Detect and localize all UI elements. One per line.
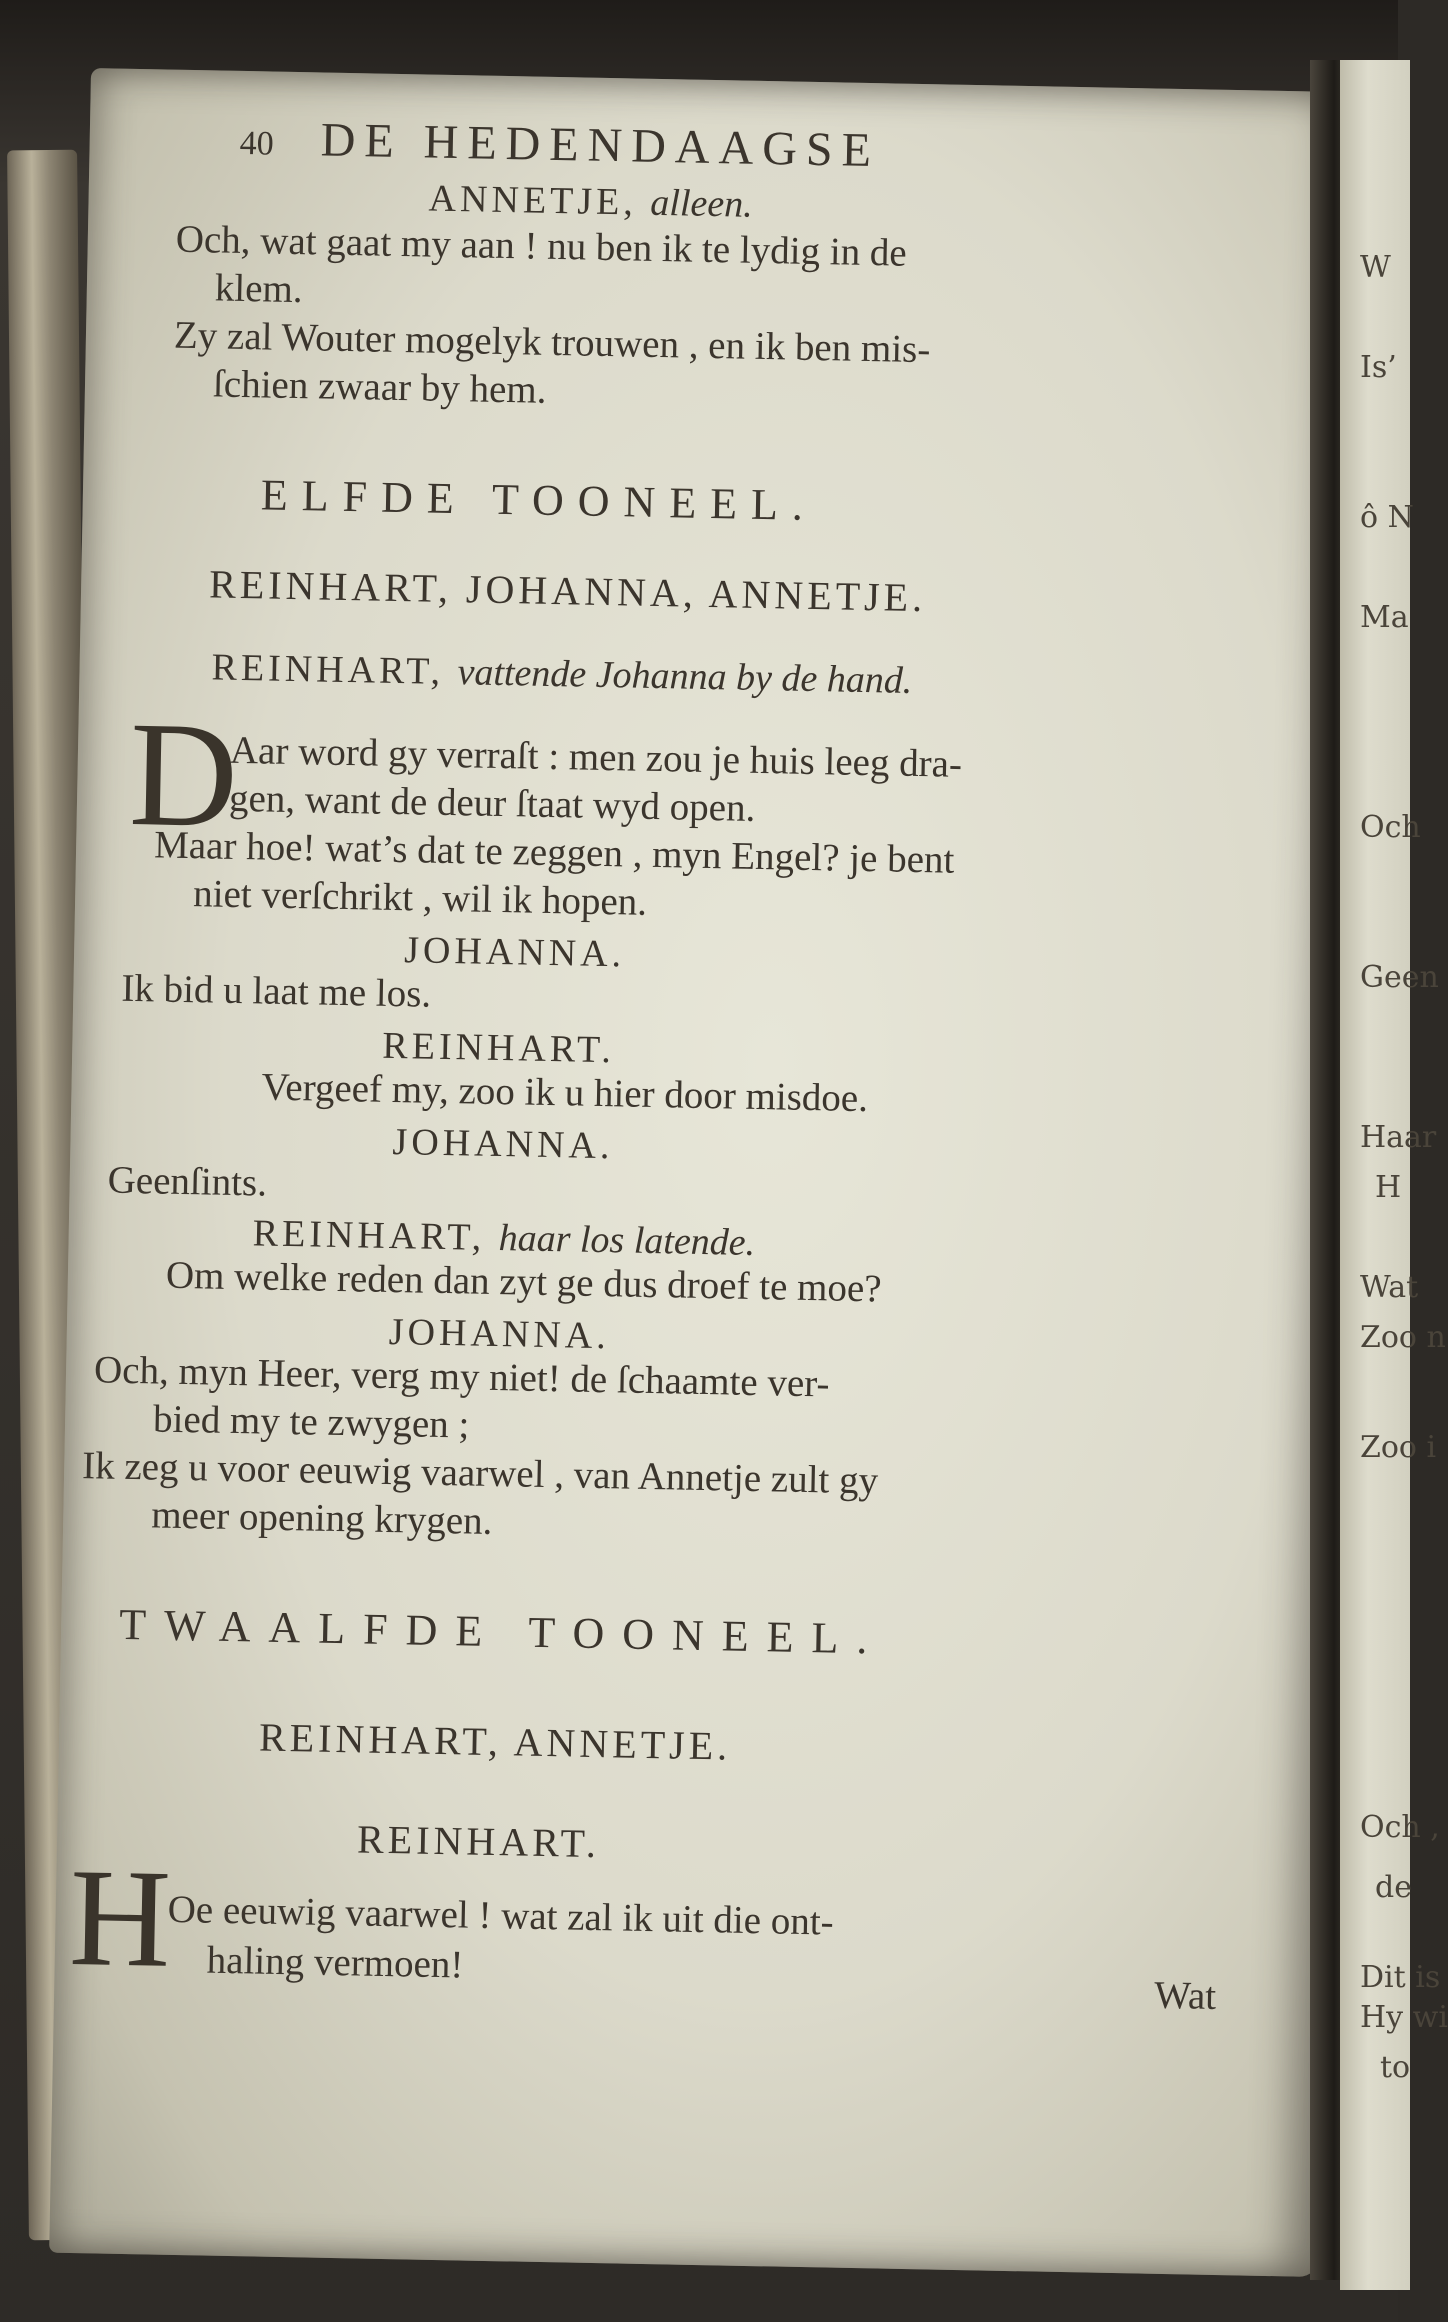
speaker-johanna: JOHANNA.	[392, 1120, 614, 1168]
speaker-reinhart: REINHART, vattende Johanna by de hand.	[211, 646, 913, 702]
speaker-reinhart: REINHART, haar los latende.	[252, 1212, 756, 1264]
speaker-johanna: JOHANNA.	[388, 1310, 611, 1358]
speaker-annetje: ANNETJE, alleen.	[428, 177, 754, 226]
page-number: 40	[239, 124, 275, 163]
verse-line: niet verſchrikt , wil ik hopen.	[192, 872, 648, 924]
page-text	[49, 68, 1361, 2277]
book-page	[49, 68, 1361, 2277]
verse-line: Om welke reden dan zyt ge dus droef te moe?	[165, 1253, 883, 1311]
verse-line: Och, myn Heer, verg my niet! de ſchaamte ver-	[93, 1348, 830, 1406]
cast-list-12: REINHART, ANNETJE.	[258, 1714, 732, 1769]
verse-line: Aar word gy verraſt : men zou je huis leeg dra-	[229, 728, 963, 786]
speaker-reinhart: REINHART.	[381, 1024, 616, 1072]
cast-list-11: REINHART, JOHANNA, ANNETJE.	[208, 561, 927, 621]
running-header	[239, 111, 880, 178]
facing-fragment: Haar	[1360, 1120, 1437, 1155]
facing-fragment: Wat	[1360, 1270, 1419, 1305]
scene-heading-11: ELFDE TOONEEL.	[260, 470, 818, 531]
verse-line: Ik bid u laat me los.	[121, 966, 432, 1016]
facing-fragment: Dit is	[1360, 1960, 1441, 1995]
running-title: DE HEDENDAAGSE	[320, 113, 881, 178]
facing-fragment: ô N	[1360, 500, 1414, 535]
facing-fragment: Zoo i	[1360, 1430, 1437, 1465]
catchword: Wat	[1153, 1973, 1217, 2018]
scene-heading-12: TWAALFDE TOONEEL.	[118, 1599, 886, 1664]
facing-fragment: Ma	[1360, 600, 1409, 635]
verse-line: ſchien zwaar by hem.	[212, 362, 547, 412]
facing-fragment: Hy wi	[1360, 2000, 1448, 2035]
drop-capital-h: H	[68, 1839, 173, 1997]
verse-line: gen, want de deur ſtaat wyd open.	[228, 776, 756, 830]
verse-line: Vergeef my, zoo ik u hier door misdoe.	[261, 1065, 869, 1121]
facing-page-edge	[1340, 60, 1448, 2290]
facing-fragment: Geen	[1360, 960, 1439, 995]
facing-fragment: to	[1380, 2050, 1411, 2085]
facing-fragment: de	[1375, 1870, 1412, 1905]
verse-line: Maar hoe! wat’s dat te zeggen , myn Engel? je bent	[153, 823, 955, 882]
verse-line: Oe eeuwig vaarwel ! wat zal ik uit die ont-	[167, 1887, 835, 1944]
facing-fragment: Och	[1360, 810, 1421, 845]
verse-line: Ik zeg u voor eeuwig vaarwel , van Annetje zult gy	[81, 1444, 879, 1503]
facing-fragment: Is’	[1360, 350, 1397, 385]
facing-fragment: Och ,	[1360, 1810, 1440, 1845]
drop-capital-d: D	[127, 690, 240, 859]
speaker-johanna: JOHANNA.	[403, 929, 626, 976]
facing-fragment: W	[1360, 250, 1391, 285]
verse-line: meer opening krygen.	[150, 1493, 493, 1543]
verse-line: Geenſints.	[107, 1158, 268, 1205]
verse-line: Och, wat gaat my aan ! nu ben ik te lydig in de	[175, 217, 908, 275]
verse-line: Zy zal Wouter mogelyk trouwen , en ik ben mis-	[173, 313, 931, 372]
verse-line: haling vermoen!	[206, 1938, 464, 1987]
speaker-reinhart: REINHART.	[356, 1816, 601, 1867]
facing-fragment: Zoo n	[1360, 1320, 1446, 1355]
verse-line: klem.	[214, 266, 304, 312]
facing-fragment: H	[1375, 1170, 1402, 1205]
verse-line: bied my te zwygen ;	[152, 1397, 470, 1447]
